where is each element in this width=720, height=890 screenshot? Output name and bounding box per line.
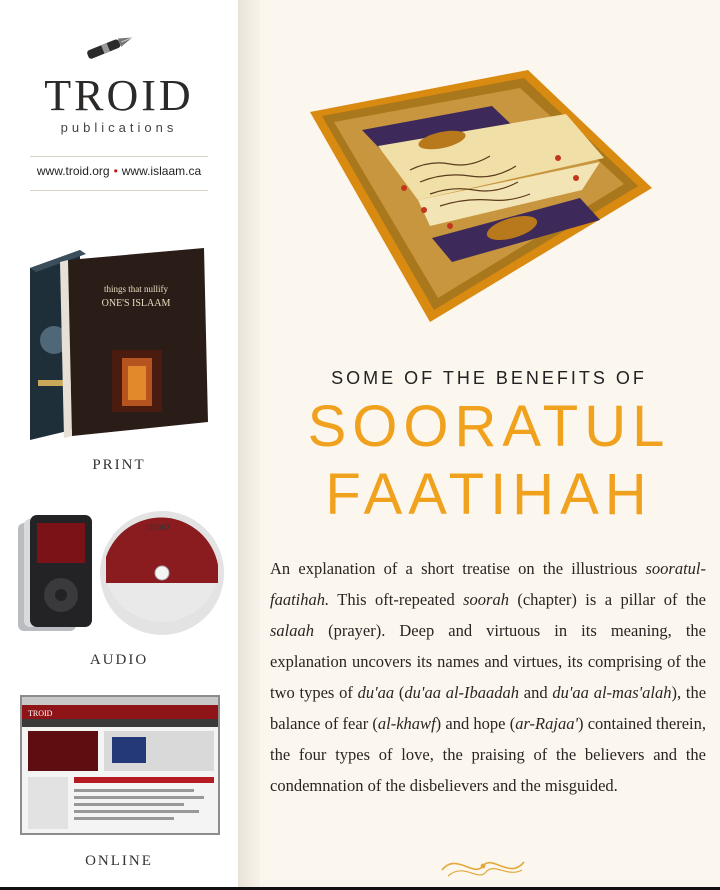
online-website-screenshot[interactable] (20, 695, 220, 835)
book-gutter (238, 0, 260, 890)
website-link-troid[interactable]: www.troid.org (36, 164, 110, 178)
brand-name: TROID (44, 71, 194, 120)
audio-cd-label: TROID (145, 523, 170, 532)
category-print[interactable]: PRINT (92, 457, 146, 473)
svg-text:ONE'S ISLAAM: ONE'S ISLAAM (101, 298, 171, 309)
category-online[interactable]: ONLINE (85, 853, 153, 869)
article-description: An explanation of a short treatise on the illustrious sooratul-faatihah. This oft-repeated soorah (chapter) is a pillar of the salaah (prayer). Deep and virtuous in its meaning, the explanation uncovers its names and virtues, its comprising of the two types of du'aa (du'aa al-Ibaadah and du'aa al-mas'alah), the balance of fear (al-khawf) and hope (ar-Rajaa') contained therein, the four types of love, the praising of the believers and the condemnation of the disbelievers and the misguided. (270, 559, 707, 795)
calligraphy-panel-image (300, 70, 660, 325)
websites-line (0, 164, 238, 178)
article-title-line1: SOORATUL (307, 394, 671, 459)
category-audio[interactable]: AUDIO (89, 652, 149, 668)
print-book-title: things that nullify (104, 284, 168, 294)
website-separator: • (113, 164, 118, 178)
article-kicker: SOME OF THE BENEFITS OF (331, 368, 647, 388)
audio-player-image[interactable] (10, 505, 225, 640)
article-title-line2: FAATIHAH (325, 462, 653, 527)
brand-tagline: publications (60, 120, 178, 135)
print-books-image[interactable] (24, 240, 214, 440)
ornament-flourish-icon (438, 848, 528, 884)
divider (30, 156, 208, 157)
brand-logo[interactable] (0, 70, 238, 121)
website-link-islaam[interactable]: www.islaam.ca (121, 164, 202, 178)
divider (30, 190, 208, 191)
svg-text:TROID: TROID (28, 709, 53, 718)
fountain-pen-icon (80, 26, 140, 66)
